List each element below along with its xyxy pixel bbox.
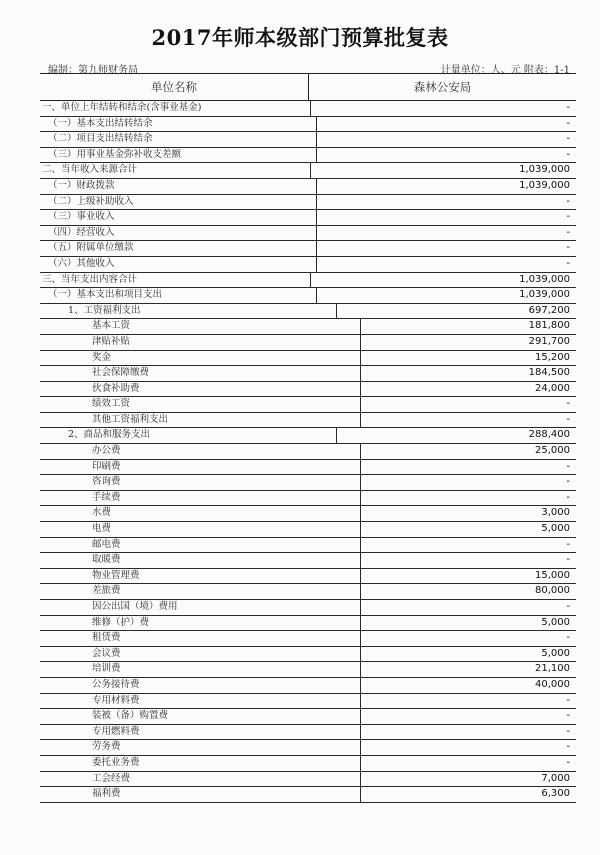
row-label: 咨询费 <box>40 475 361 490</box>
budget-table <box>40 73 576 803</box>
row-label: 社会保障缴费 <box>40 366 361 381</box>
row-value: - <box>566 694 570 706</box>
table-row <box>40 506 576 522</box>
row-value: - <box>566 554 570 566</box>
row-label: （一）基本支出结转结余 <box>40 117 317 132</box>
row-value: - <box>566 242 570 254</box>
row-label: （三）事业收入 <box>40 210 317 225</box>
row-label: 基本工资 <box>40 319 361 334</box>
table-row <box>40 600 576 616</box>
row-label: 工会经费 <box>40 772 361 787</box>
row-value: - <box>566 538 570 550</box>
table-row <box>40 210 576 226</box>
table-row <box>40 335 576 351</box>
compiler-label: 编制：第九师财务局 <box>48 65 138 76</box>
row-value: - <box>566 741 570 753</box>
row-value: - <box>566 491 570 503</box>
row-value: 3,000 <box>541 507 570 519</box>
row-value: 5,000 <box>541 523 570 535</box>
row-label: 伙食补助费 <box>40 382 361 397</box>
row-label: 福利费 <box>40 787 361 802</box>
row-label: 手续费 <box>40 491 361 506</box>
row-label: 一、单位上年结转和结余(含事业基金) <box>40 101 311 116</box>
header-department: 森林公安局 <box>413 80 472 94</box>
row-label: 印刷费 <box>40 460 361 475</box>
table-row <box>40 444 576 460</box>
row-value: 7,000 <box>541 772 570 784</box>
row-label: 1、工资福利支出 <box>40 304 337 319</box>
row-value: 15,200 <box>535 351 570 363</box>
row-value: - <box>566 102 570 113</box>
row-label: 取暖费 <box>40 553 361 568</box>
row-value: 1,039,000 <box>519 179 570 191</box>
table-row <box>40 522 576 538</box>
row-value: - <box>566 476 570 488</box>
row-value: 1,039,000 <box>519 289 570 301</box>
row-label: （一）基本支出和项目支出 <box>40 288 317 303</box>
row-label: 装被（备）购置费 <box>40 709 361 724</box>
row-label: 津贴补贴 <box>40 335 361 350</box>
row-label: （二）上级补助收入 <box>40 195 317 210</box>
table-row <box>40 553 576 569</box>
table-row <box>40 319 576 335</box>
row-label: 二、当年收入来源合计 <box>40 163 311 178</box>
table-row <box>40 740 576 756</box>
row-label: （五）附属单位缴款 <box>40 241 317 256</box>
row-label: （四）经营收入 <box>40 226 317 241</box>
row-value: 291,700 <box>528 335 570 347</box>
table-row <box>40 787 576 803</box>
table-row <box>40 397 576 413</box>
table-row <box>40 460 576 476</box>
table-row <box>40 538 576 554</box>
row-label: 三、当年支出内容合计 <box>40 273 311 288</box>
table-body <box>40 101 576 803</box>
table-header <box>40 74 576 101</box>
row-value: 288,400 <box>528 429 570 441</box>
table-row <box>40 226 576 242</box>
row-label: 委托业务费 <box>40 756 361 771</box>
table-row <box>40 179 576 195</box>
row-label: 其他工资福利支出 <box>40 413 361 428</box>
row-label: 租赁费 <box>40 631 361 646</box>
row-value: - <box>566 133 570 145</box>
row-label: （三）用事业基金弥补收支差额 <box>40 148 317 163</box>
table-row <box>40 662 576 678</box>
row-label: （一）财政拨款 <box>40 179 317 194</box>
row-value: - <box>566 117 570 129</box>
table-row <box>40 491 576 507</box>
row-value: - <box>566 195 570 207</box>
table-row <box>40 647 576 663</box>
document-title: 2017年师本级部门预算批复表 <box>151 25 449 50</box>
row-label: 公务接待费 <box>40 678 361 693</box>
row-label: 绩效工资 <box>40 397 361 412</box>
table-row <box>40 117 576 133</box>
table-row <box>40 163 576 179</box>
table-row <box>40 772 576 788</box>
table-row <box>40 382 576 398</box>
row-label: 劳务费 <box>40 740 361 755</box>
row-value: 15,000 <box>535 569 570 581</box>
row-value: 24,000 <box>535 382 570 394</box>
table-row <box>40 132 576 148</box>
row-value: - <box>566 710 570 722</box>
table-row <box>40 756 576 772</box>
row-label: 2、商品和服务支出 <box>40 428 337 443</box>
row-label: 水费 <box>40 506 361 521</box>
table-row <box>40 694 576 710</box>
row-value: 80,000 <box>535 585 570 597</box>
row-value: - <box>566 632 570 644</box>
table-row <box>40 241 576 257</box>
table-row <box>40 288 576 304</box>
row-label: （六）其他收入 <box>40 257 317 272</box>
table-row <box>40 257 576 273</box>
row-value: 181,800 <box>528 320 570 332</box>
table-row <box>40 584 576 600</box>
row-value: - <box>566 226 570 238</box>
table-row <box>40 273 576 289</box>
table-row <box>40 195 576 211</box>
row-value: - <box>566 756 570 768</box>
row-label: 差旅费 <box>40 584 361 599</box>
row-value: 697,200 <box>528 304 570 316</box>
row-label: 因公出国（境）费用 <box>40 600 361 615</box>
row-value: 184,500 <box>528 367 570 379</box>
table-row <box>40 366 576 382</box>
table-row <box>40 475 576 491</box>
table-row <box>40 616 576 632</box>
row-label: 物业管理费 <box>40 569 361 584</box>
table-row <box>40 351 576 367</box>
row-value: - <box>566 398 570 410</box>
table-row <box>40 678 576 694</box>
row-value: - <box>566 148 570 160</box>
table-row <box>40 413 576 429</box>
row-label: 奖金 <box>40 351 361 366</box>
header-unit-name: 单位名称 <box>40 74 309 100</box>
row-label: 培训费 <box>40 662 361 677</box>
row-label: （二）项目支出结转结余 <box>40 132 317 147</box>
table-row <box>40 709 576 725</box>
table-row <box>40 569 576 585</box>
row-label: 电费 <box>40 522 361 537</box>
row-value: 25,000 <box>535 445 570 457</box>
table-row <box>40 101 576 117</box>
table-row <box>40 428 576 444</box>
table-row <box>40 631 576 647</box>
row-label: 邮电费 <box>40 538 361 553</box>
row-label: 办公费 <box>40 444 361 459</box>
table-row <box>40 725 576 741</box>
row-label: 会议费 <box>40 647 361 662</box>
row-value: 5,000 <box>541 647 570 659</box>
row-value: - <box>566 460 570 472</box>
row-label: 专用材料费 <box>40 694 361 709</box>
row-value: 40,000 <box>535 678 570 690</box>
row-value: - <box>566 257 570 269</box>
table-row <box>40 148 576 164</box>
table-row <box>40 304 576 320</box>
row-value: 1,039,000 <box>519 164 570 176</box>
row-value: 5,000 <box>541 616 570 628</box>
row-value: 6,300 <box>541 788 570 800</box>
row-value: - <box>566 725 570 737</box>
row-value: 1,039,000 <box>519 273 570 285</box>
unit-note: 计量单位：人、元 附表：1-1 <box>440 65 570 76</box>
row-value: - <box>566 601 570 612</box>
row-value: 21,100 <box>535 663 570 675</box>
row-label: 维修（护）费 <box>40 616 361 631</box>
row-value: - <box>566 211 570 223</box>
row-value: - <box>566 413 570 425</box>
row-label: 专用燃料费 <box>40 725 361 740</box>
